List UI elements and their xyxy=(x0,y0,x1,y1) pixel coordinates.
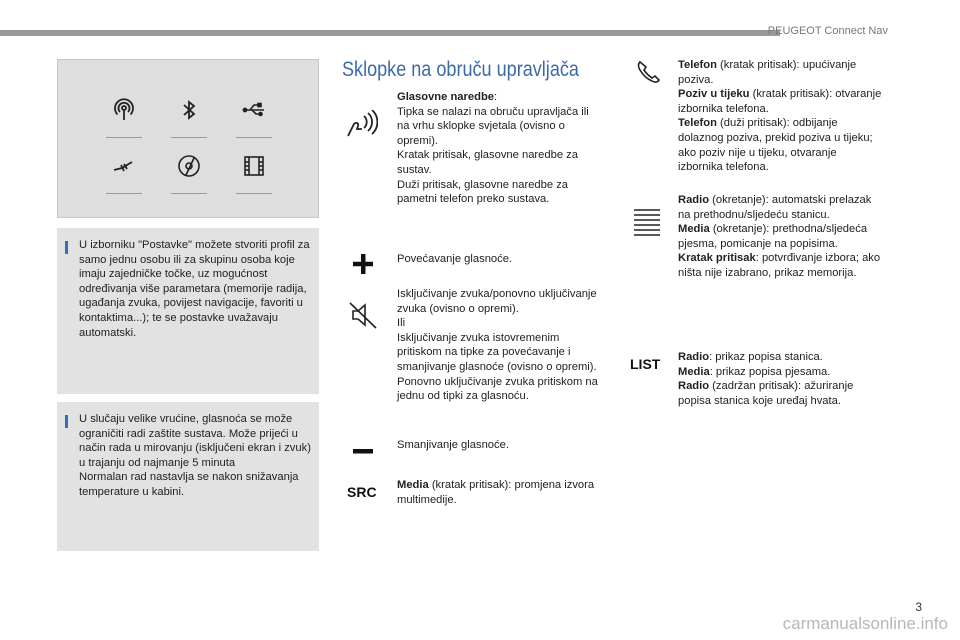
info-text: U slučaju velike vrućine, glasnoća se može ograničiti radi zaštite sustava. Može prijeći u način rada u mirovanju (isključeni ekran i zvuk) u trajanju od najmanje 5 minuta Normalan rad nastavlja se nakon snižavanja temperature u kabini. xyxy=(79,413,311,498)
bluetooth-icon xyxy=(171,98,207,138)
antenna-icon xyxy=(106,98,142,138)
mute-text: Isključivanje zvuka/ponovno uključivanje zvuka (ovisno o opremi). Ili Isključivanje zvuka istovremenim pritiskom na tipke za povećavanje i smanjivanje glasnoće (ovisno o opremi). Ponovno uključivanje zvuka pritiskom na jednu od tipki za glasnoću. xyxy=(397,288,598,403)
info-marker xyxy=(65,241,68,254)
src-button-icon: SRC xyxy=(347,484,377,500)
list-text: Radio: prikaz popisa stanica. Media: prikaz popisa pjesama. Radio (zadržan pritisak): ažuriranje popisa stanica koje uređaj hvata. xyxy=(678,351,854,407)
info-text: U izborniku "Postavke" možete stvoriti profil za samo jednu osobu ili za skupinu osoba koje imaju zajedničke točke, uz mogućnost određivanja više parametara (memorije radija, ugađanja zvuka, povijest navigacije, favoriti u kontaktima...); te se postavke uvažavaju automatski. xyxy=(79,239,310,339)
plus-icon xyxy=(351,252,375,276)
media-sources-icon-panel xyxy=(57,59,319,218)
mute-icon xyxy=(348,300,378,330)
page-header-title: PEUGEOT Connect Nav xyxy=(767,25,888,37)
phone-icon xyxy=(634,58,662,86)
volume-down-text: Smanjivanje glasnoće. xyxy=(397,439,509,451)
list-button-icon: LIST xyxy=(630,356,661,372)
voice-command-text: Glasovne naredbe: Tipka se nalazi na obruču upravljača ili na vrhu sklopke svjetala (ovisno o opremi). Kratak pritisak, glasovne naredbe za sustav. Duži pritisak, glasovne naredbe za pametni telefon preko sustava. xyxy=(397,91,589,206)
usb-icon xyxy=(236,98,272,138)
phone-text: Telefon (kratak pritisak): upućivanje poziva. Poziv u tijeku (kratak pritisak): otvaranje izbornika telefona. Telefon (duži pritisak): odbijanje dolaznog poziva, prekid poziva u tijeku; ako poziv nije u tijeku, otvaranje izbornika telefona. xyxy=(678,59,882,174)
video-icon xyxy=(236,154,272,194)
thumbwheel-icon xyxy=(632,207,662,237)
page-number: 3 xyxy=(915,600,922,614)
disc-icon xyxy=(171,154,207,194)
info-marker xyxy=(65,415,68,428)
info-box-profiles xyxy=(57,228,319,394)
src-text: Media (kratak pritisak): promjena izvora multimedije. xyxy=(397,479,595,506)
header-bar xyxy=(0,30,780,36)
thumbwheel-text: Radio (okretanje): automatski prelazak na prethodnu/sljedeću stanicu. Media (okretanje): prethodna/sljedeća pjesma, pomicanje na popisima. Kratak pritisak: potvrđivanje izbora; ako ništa nije izabrano, prikaz memorija. xyxy=(678,194,881,279)
section-title: Sklopke na obruču upravljača xyxy=(342,58,579,81)
volume-up-text: Povećavanje glasnoće. xyxy=(397,253,513,265)
voice-command-icon xyxy=(344,110,378,138)
watermark: carmanualsonline.info xyxy=(782,614,948,633)
info-box-heat xyxy=(57,402,319,551)
aux-jack-icon xyxy=(106,154,142,194)
minus-icon xyxy=(351,446,375,456)
